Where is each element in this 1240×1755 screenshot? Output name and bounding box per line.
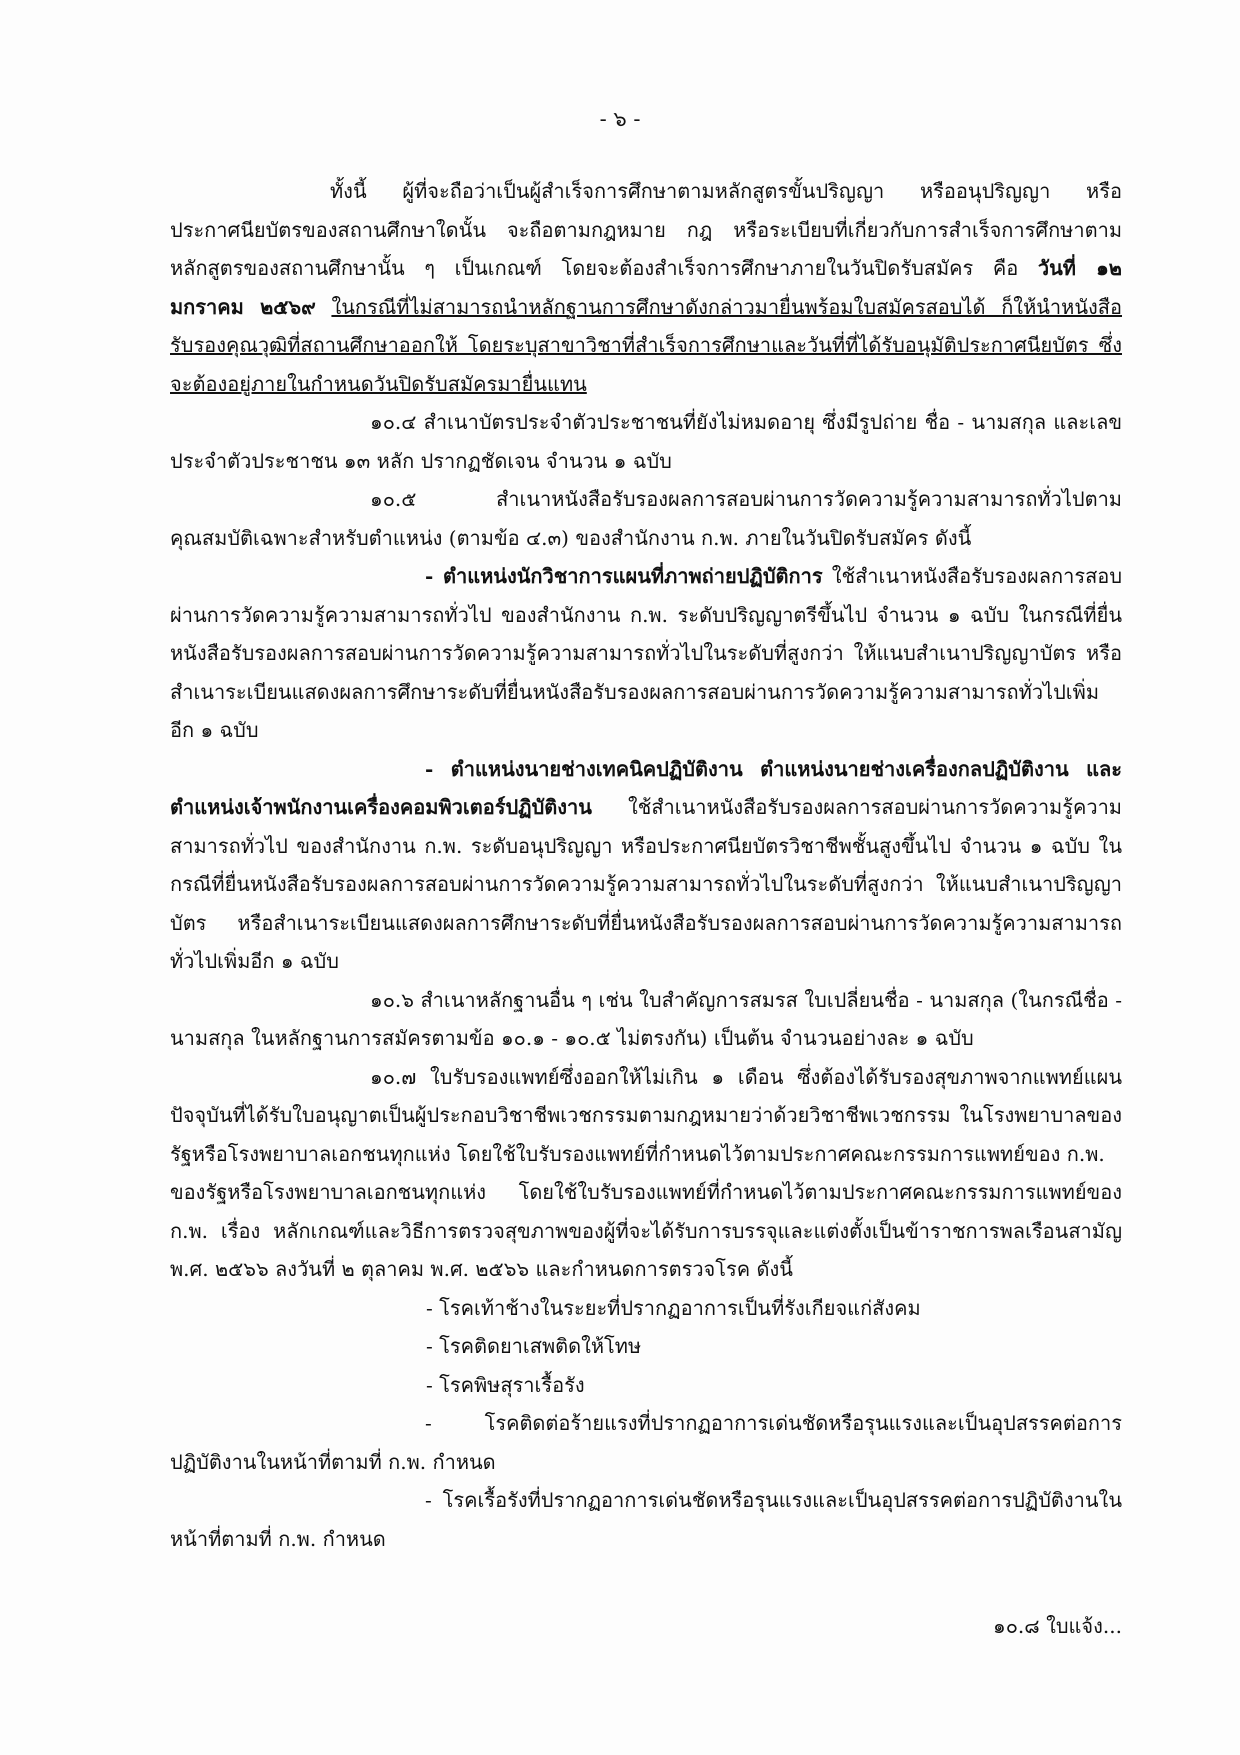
position-1-text: ใช้สำเนาหนังสือรับรองผลการสอบผ่านการวัดความรู้ความสามารถทั่วไป ของสำนักงาน ก.พ. ระดับปริญญาตรีขึ้นไป จำนวน ๑ ฉบับ ในกรณีที่ยื่นหนังสือรับรองผลการสอบผ่านการวัดความรู้ความสามารถทั่วไปในระดับที่สูงกว่า ให้แนบสำเนาปริญญาบัตร หรือสำเนาระเบียนแสดงผลการศึกษาระดับที่ยื่นหนังสือรับรองผลการสอบผ่านการวัดความรู้ความสามารถทั่วไปเพิ่มอีก ๑ ฉบับ [170,564,1123,742]
item-10-6: ๑๐.๖ สำเนาหลักฐานอื่น ๆ เช่น ใบสำคัญการสมรส ใบเปลี่ยนชื่อ - นามสกุล (ในกรณีชื่อ - นามสกุล ในหลักฐานการสมัครตามข้อ ๑๐.๑ - ๑๐.๕ ไม่ตรงกัน) เป็นต้น จำนวนอย่างละ ๑ ฉบับ [170,987,1122,1050]
closing-date: วันที่ ๑๒ มกราคม ๒๕๖๙ [170,256,1122,319]
item-10-4: ๑๐.๔ สำเนาบัตรประจำตัวประชาชนที่ยังไม่หมดอายุ ซึ่งมีรูปถ่าย ชื่อ - นามสกุล และเลขประจำตัวประชาชน ๑๓ หลัก ปรากฏชัดเจน จำนวน ๑ ฉบับ [170,410,1122,473]
disease-item: - โรคเท้าช้างในระยะที่ปรากฏอาการเป็นที่รังเกียจแก่สังคม [426,1295,921,1320]
position-2-requirement [170,750,1122,981]
disease-item: - โรคเรื้อรังที่ปรากฏอาการเด่นชัดหรือรุนแรงและเป็นอุปสรรคต่อการปฏิบัติงานในหน้าที่ตามที่ ก.พ. กำหนด [170,1488,1122,1551]
item-10-7-part-b: ของรัฐหรือโรงพยาบาลเอกชนทุกแห่ง โดยใช้ใบรับรองแพทย์ที่กำหนดไว้ตามประกาศคณะกรรมการแพทย์ของ ก.พ. เรื่อง หลักเกณฑ์และวิธีการตรวจสุขภาพของผู้ที่จะได้รับการบรรจุและแต่งตั้งเป็นข้าราชการพลเรือนสามัญ พ.ศ. ๒๕๖๖ ลงวันที่ ๒ ตุลาคม พ.ศ. ๒๕๖๖ และกำหนดการตรวจโรค ดังนี้ [170,1180,1122,1281]
page-number: - ๖ - [599,107,641,131]
graduation-criteria-paragraph [170,172,1122,403]
position-2-title: - ตำแหน่งนายช่างเทคนิคปฏิบัติงาน ตำแหน่งนายช่างเครื่องกลปฏิบัติงาน และตำแหน่งเจ้าพนักงานเครื่องคอมพิวเตอร์ปฏิบัติงาน [170,756,1122,819]
document-body [170,172,1122,1558]
position-1-requirement [170,557,1122,750]
graduation-criteria-text: ทั้งนี้ ผู้ที่จะถือว่าเป็นผู้สำเร็จการศึกษาตามหลักสูตรขั้นปริญญา หรืออนุปริญญา หรือประกาศนียบัตรของสถานศึกษาใดนั้น จะถือตามกฎหมาย กฎ หรือระเบียบที่เกี่ยวกับการสำเร็จการศึกษาตามหลักสูตรของสถานศึกษานั้น ๆ เป็นเกณฑ์ โดยจะต้องสำเร็จการศึกษาภายในวันปิดรับสมัคร คือ [170,179,1122,280]
page-continuation: ๑๐.๘ ใบแจ้ง... [993,1614,1122,1638]
disease-item: - โรคติดยาเสพติดให้โทษ [426,1334,642,1358]
position-1-title: - ตำแหน่งนักวิชาการแผนที่ภาพถ่ายปฏิบัติการ [425,564,823,588]
disease-item: - โรคพิษสุราเรื้อรัง [426,1372,585,1397]
item-10-5: ๑๐.๕ สำเนาหนังสือรับรองผลการสอบผ่านการวัดความรู้ความสามารถทั่วไปตามคุณสมบัติเฉพาะสำหรับตำแหน่ง (ตามข้อ ๔.๓) ของสำนักงาน ก.พ. ภายในวันปิดรับสมัคร ดังนี้ [170,487,1122,550]
disease-item: - โรคติดต่อร้ายแรงที่ปรากฏอาการเด่นชัดหรือรุนแรงและเป็นอุปสรรคต่อการปฏิบัติงานในหน้าที่ตามที่ ก.พ. กำหนด [170,1411,1122,1474]
position-2-text: ใช้สำเนาหนังสือรับรองผลการสอบผ่านการวัดความรู้ความสามารถทั่วไป ของสำนักงาน ก.พ. ระดับอนุปริญญา หรือประกาศนียบัตรวิชาชีพชั้นสูงขึ้นไป จำนวน ๑ ฉบับ ในกรณีที่ยื่นหนังสือรับรองผลการสอบผ่านการวัดความรู้ความสามารถทั่วไปในระดับที่สูงกว่า ให้แนบสำเนาปริญญาบัตร หรือสำเนาระเบียนแสดงผลการศึกษาระดับที่ยื่นหนังสือรับรองผลการสอบผ่านการวัดความรู้ความสามารถทั่วไปเพิ่มอีก ๑ ฉบับ [170,795,1122,973]
substitute-certificate-note: ในกรณีที่ไม่สามารถนำหลักฐานการศึกษาดังกล่าวมายื่นพร้อมใบสมัครสอบได้ ก็ให้นำหนังสือรับรองคุณวุฒิที่สถานศึกษาออกให้ โดยระบุสาขาวิชาที่สำเร็จการศึกษาและวันที่ที่ได้รับอนุมัติประกาศนียบัตร ซึ่งจะต้องอยู่ภายในกำหนดวันปิดรับสมัครมายื่นแทน [170,294,1122,396]
item-10-7-part-a: ๑๐.๗ ใบรับรองแพทย์ซึ่งออกให้ไม่เกิน ๑ เดือน ซึ่งต้องได้รับรองสุขภาพจากแพทย์แผนปัจจุบันที่ได้รับใบอนุญาตเป็นผู้ประกอบวิชาชีพเวชกรรมตามกฎหมายว่าด้วยวิชาชีพเวชกรรม ในโรงพยาบาลของรัฐหรือโรงพยาบาลเอกชนทุกแห่ง โดยใช้ใบรับรองแพทย์ที่กำหนดไว้ตามประกาศคณะกรรมการแพทย์ของ ก.พ. [170,1064,1122,1166]
